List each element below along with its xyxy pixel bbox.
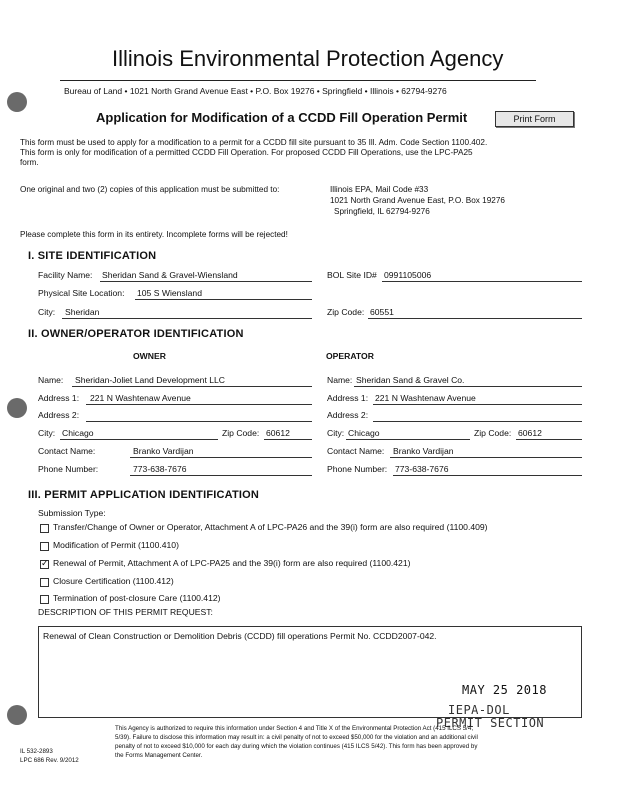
form-revision: LPC 686 Rev. 9/2012 <box>20 757 79 764</box>
facility-name-value[interactable]: Sheridan Sand & Gravel-Wiensland <box>102 270 238 280</box>
modification-option-label: Modification of Permit (1100.410) <box>53 540 179 550</box>
operator-address1-label: Address 1: <box>327 393 369 403</box>
operator-name-value[interactable]: Sheridan Sand & Gravel Co. <box>356 375 465 385</box>
owner-name-value[interactable]: Sheridan-Joliet Land Development LLC <box>75 375 226 385</box>
operator-contact-label: Contact Name: <box>327 446 385 456</box>
owner-contact-underline <box>130 457 312 458</box>
application-title: Application for Modification of a CCDD Fill Operation Permit <box>96 110 468 125</box>
operator-column-heading: OPERATOR <box>326 351 374 361</box>
site-city-label: City: <box>38 307 56 317</box>
agency-title: Illinois Environmental Protection Agency <box>112 46 504 71</box>
operator-zip-underline <box>516 439 582 440</box>
operator-name-underline <box>354 386 582 387</box>
owner-phone-underline <box>130 475 312 476</box>
physical-location-label: Physical Site Location: <box>38 288 125 298</box>
owner-contact-label: Contact Name: <box>38 446 96 456</box>
modification-checkbox[interactable] <box>40 542 49 551</box>
operator-zip-label: Zip Code: <box>474 428 512 438</box>
description-label: DESCRIPTION OF THIS PERMIT REQUEST: <box>38 607 213 617</box>
operator-contact-value[interactable]: Branko Vardijan <box>393 446 454 456</box>
bol-site-id-underline <box>382 281 582 282</box>
operator-address2-underline <box>373 421 582 422</box>
owner-phone-value[interactable]: 773-638-7676 <box>133 464 187 474</box>
owner-phone-label: Phone Number: <box>38 464 99 474</box>
physical-location-underline <box>135 299 312 300</box>
footer-notice-line-1: This Agency is authorized to require this information under Section 4 and Title X of the Environmental Protection Act (415 ILCS 5/4, <box>115 725 474 732</box>
submit-instruction: One original and two (2) copies of this application must be submitted to: <box>20 185 280 194</box>
renewal-option-label: Renewal of Permit, Attachment A of LPC-PA25 and the 39(i) form are also required (1100.421) <box>53 558 411 568</box>
owner-contact-value[interactable]: Branko Vardijan <box>133 446 194 456</box>
termination-checkbox[interactable] <box>40 595 49 604</box>
owner-zip-label: Zip Code: <box>222 428 260 438</box>
operator-phone-underline <box>393 475 582 476</box>
owner-address1-underline <box>86 404 312 405</box>
received-stamp-line-1: IEPA-DOL <box>448 703 510 717</box>
print-form-button[interactable]: Print Form <box>495 111 574 127</box>
transfer-option-label: Transfer/Change of Owner or Operator, Attachment A of LPC-PA26 and the 39(i) form are also required (1100.409) <box>53 522 488 532</box>
owner-city-value[interactable]: Chicago <box>62 428 94 438</box>
complete-note: Please complete this form in its entirety. Incomplete forms will be rejected! <box>20 230 288 239</box>
operator-contact-underline <box>390 457 582 458</box>
binder-hole-bottom <box>7 705 27 725</box>
submit-address-3: Springfield, IL 62794-9276 <box>334 207 430 216</box>
facility-name-underline <box>100 281 312 282</box>
site-identification-heading: I. SITE IDENTIFICATION <box>28 250 157 262</box>
site-city-value[interactable]: Sheridan <box>65 307 100 317</box>
site-zip-value[interactable]: 60551 <box>370 307 394 317</box>
description-text: Renewal of Clean Construction or Demolition Debris (CCDD) fill operations Permit No. CCDD2007-042. <box>43 631 437 641</box>
owner-city-underline <box>60 439 218 440</box>
intro-line-3: form. <box>20 158 39 167</box>
owner-name-label: Name: <box>38 375 64 385</box>
binder-hole-middle <box>7 398 27 418</box>
owner-address2-label: Address 2: <box>38 410 80 420</box>
footer-notice-line-2: 5/39). Failure to disclose this information may result in: a civil penalty of not to exceed $50,000 for the violation and an additional civil <box>115 734 478 741</box>
owner-operator-heading: II. OWNER/OPERATOR IDENTIFICATION <box>28 328 244 340</box>
operator-address2-label: Address 2: <box>327 410 369 420</box>
site-zip-label: Zip Code: <box>327 307 365 317</box>
footer-notice-line-4: the Forms Management Center. <box>115 752 203 759</box>
permit-identification-heading: III. PERMIT APPLICATION IDENTIFICATION <box>28 489 260 501</box>
site-city-underline <box>62 318 312 319</box>
operator-address1-value[interactable]: 221 N Washtenaw Avenue <box>375 393 476 403</box>
operator-name-label: Name: <box>327 375 353 385</box>
bol-site-id-label: BOL Site ID# <box>327 270 377 280</box>
site-zip-underline <box>368 318 582 319</box>
form-id: IL 532-2893 <box>20 748 53 755</box>
owner-address1-label: Address 1: <box>38 393 80 403</box>
header-rule <box>60 80 536 81</box>
operator-address1-underline <box>373 404 582 405</box>
bol-site-id-value[interactable]: 0991105006 <box>384 270 432 280</box>
owner-column-heading: OWNER <box>133 351 166 361</box>
physical-location-value[interactable]: 105 S Wiensland <box>137 288 202 298</box>
operator-city-underline <box>346 439 470 440</box>
intro-line-1: This form must be used to apply for a modification to a permit for a CCDD fill site pursuant to 35 Ill. Adm. Code Section 1100.402. <box>20 138 488 147</box>
binder-hole-top <box>7 92 27 112</box>
transfer-checkbox[interactable] <box>40 524 49 533</box>
submit-address-1: Illinois EPA, Mail Code #33 <box>330 185 429 194</box>
operator-city-label: City: <box>327 428 345 438</box>
agency-address: Bureau of Land • 1021 North Grand Avenue East • P.O. Box 19276 • Springfield • Illinois • 62794-9276 <box>64 86 447 96</box>
owner-address1-value[interactable]: 221 N Washtenaw Avenue <box>90 393 191 403</box>
owner-address2-underline <box>86 421 312 422</box>
renewal-checkbox[interactable] <box>40 560 49 569</box>
received-stamp-date: MAY 25 2018 <box>462 683 547 697</box>
owner-city-label: City: <box>38 428 56 438</box>
operator-city-value[interactable]: Chicago <box>348 428 380 438</box>
intro-line-2: This form is only for modification of a permitted CCDD Fill Operation. For proposed CCDD Fill Operations, use the LPC-PA25 <box>20 148 473 157</box>
facility-name-label: Facility Name: <box>38 270 93 280</box>
submit-address-2: 1021 North Grand Avenue East, P.O. Box 19276 <box>330 196 505 205</box>
owner-name-underline <box>72 386 312 387</box>
termination-option-label: Termination of post-closure Care (1100.412) <box>53 593 221 603</box>
operator-phone-value[interactable]: 773-638-7676 <box>395 464 449 474</box>
closure-option-label: Closure Certification (1100.412) <box>53 576 174 586</box>
owner-zip-underline <box>264 439 312 440</box>
checkmark-icon: ✓ <box>41 558 49 568</box>
footer-notice-line-3: penalty of not to exceed $10,000 for each day during which the violation continues (415 ILCS 5/42). This form has been approved by <box>115 743 478 750</box>
operator-phone-label: Phone Number: <box>327 464 388 474</box>
submission-type-label: Submission Type: <box>38 508 106 518</box>
received-stamp-line-2: PERMIT SECTION <box>436 716 545 730</box>
owner-zip-value[interactable]: 60612 <box>266 428 290 438</box>
closure-checkbox[interactable] <box>40 578 49 587</box>
operator-zip-value[interactable]: 60612 <box>518 428 542 438</box>
